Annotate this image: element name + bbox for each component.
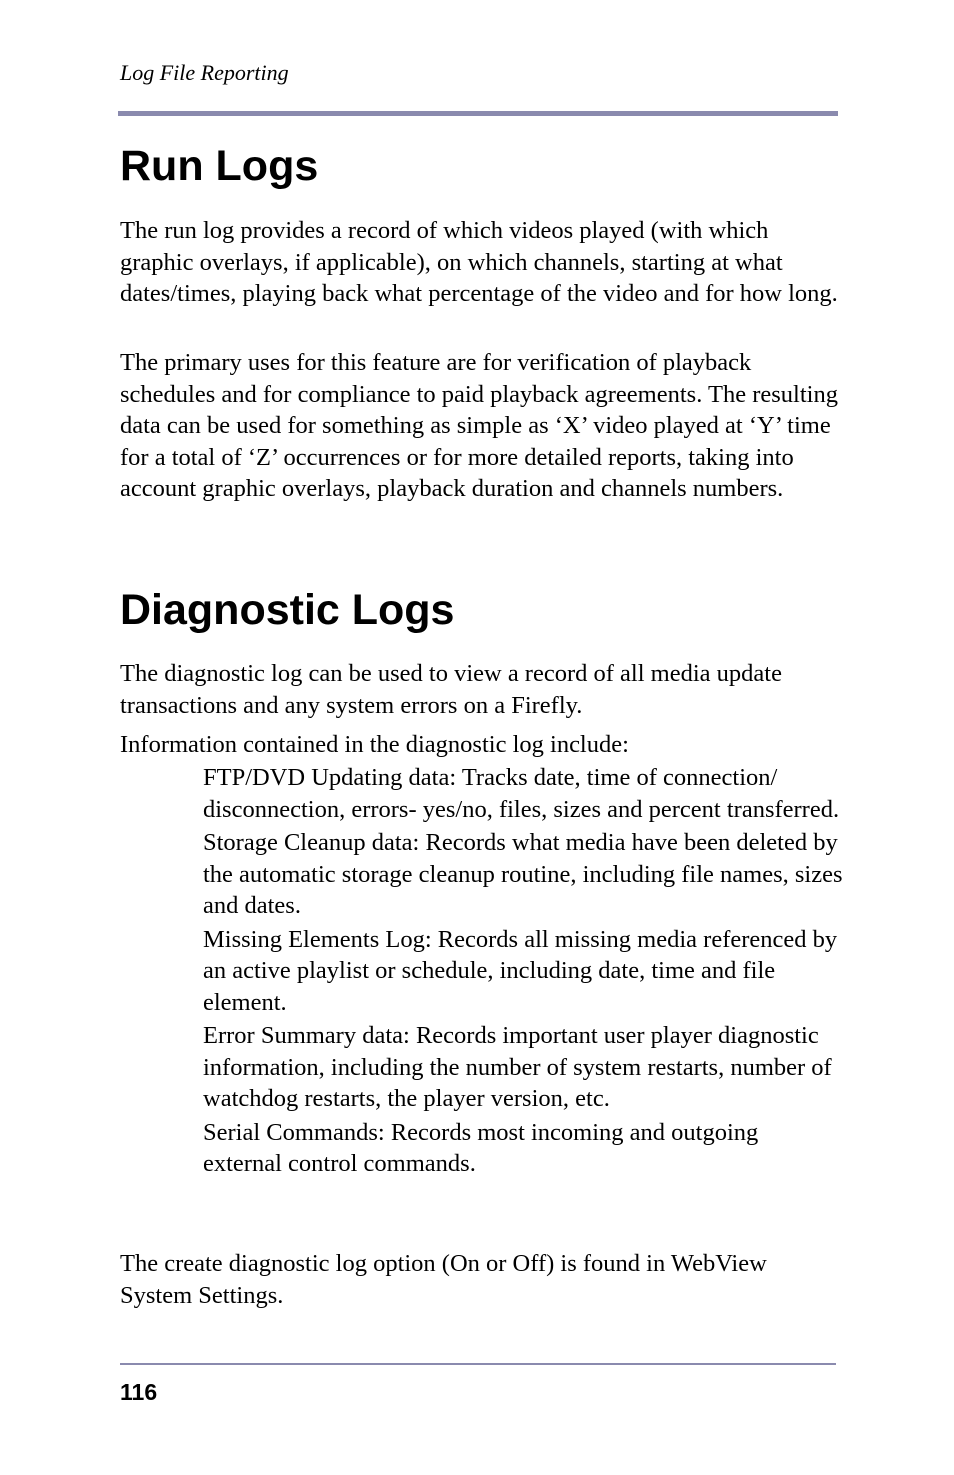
header-rule — [118, 111, 838, 116]
run-logs-paragraph-2: The primary uses for this feature are for verification of playback schedules and for compliance to paid playback agreements. The resulting data can be used for something as simple as ‘X’ video played at ‘Y’ time for a total of ‘Z’ occurrences or for more detailed reports, taking into account graphic overlays, playback duration and channels numbers. — [120, 349, 838, 502]
section-heading-diagnostic-logs: Diagnostic Logs — [120, 586, 455, 634]
diagnostic-logs-paragraph-2: Information contained in the diagnostic log include: — [120, 731, 629, 758]
page-number: 116 — [120, 1379, 158, 1405]
list-item-error-summary: Error Summary data: Records important user player diagnostic information, including the number of system restarts, number of watchdog restarts, the player version, etc. — [203, 1022, 832, 1112]
section-heading-run-logs: Run Logs — [120, 142, 319, 190]
diagnostic-logs-closing-paragraph: The create diagnostic log option (On or Off) is found in WebView System Settings. — [120, 1250, 767, 1309]
list-item-ftp-dvd: FTP/DVD Updating data: Tracks date, time of connection/ disconnection, errors- yes/no, files, sizes and percent transferred. — [203, 764, 840, 823]
running-header: Log File Reporting — [120, 60, 289, 85]
list-item-missing-elements: Missing Elements Log: Records all missing media referenced by an active playlist or schedule, including date, time and file element. — [203, 925, 838, 1016]
list-item-storage-cleanup: Storage Cleanup data: Records what media have been deleted by the automatic storage cleanup routine, including file names, sizes and dates. — [203, 829, 843, 919]
diagnostic-info-list — [203, 762, 843, 1182]
diagnostic-logs-paragraph-1: The diagnostic log can be used to view a record of all media update transactions and any system errors on a Firefly. — [120, 660, 782, 719]
list-item-serial-commands: Serial Commands: Records most incoming and outgoing external control commands. — [203, 1118, 759, 1177]
footer-rule — [120, 1363, 836, 1365]
run-logs-paragraph-1: The run log provides a record of which videos played (with which graphic overlays, if applicable), on which channels, starting at what dates/times, playing back what percentage of the video and for how long. — [120, 217, 838, 307]
